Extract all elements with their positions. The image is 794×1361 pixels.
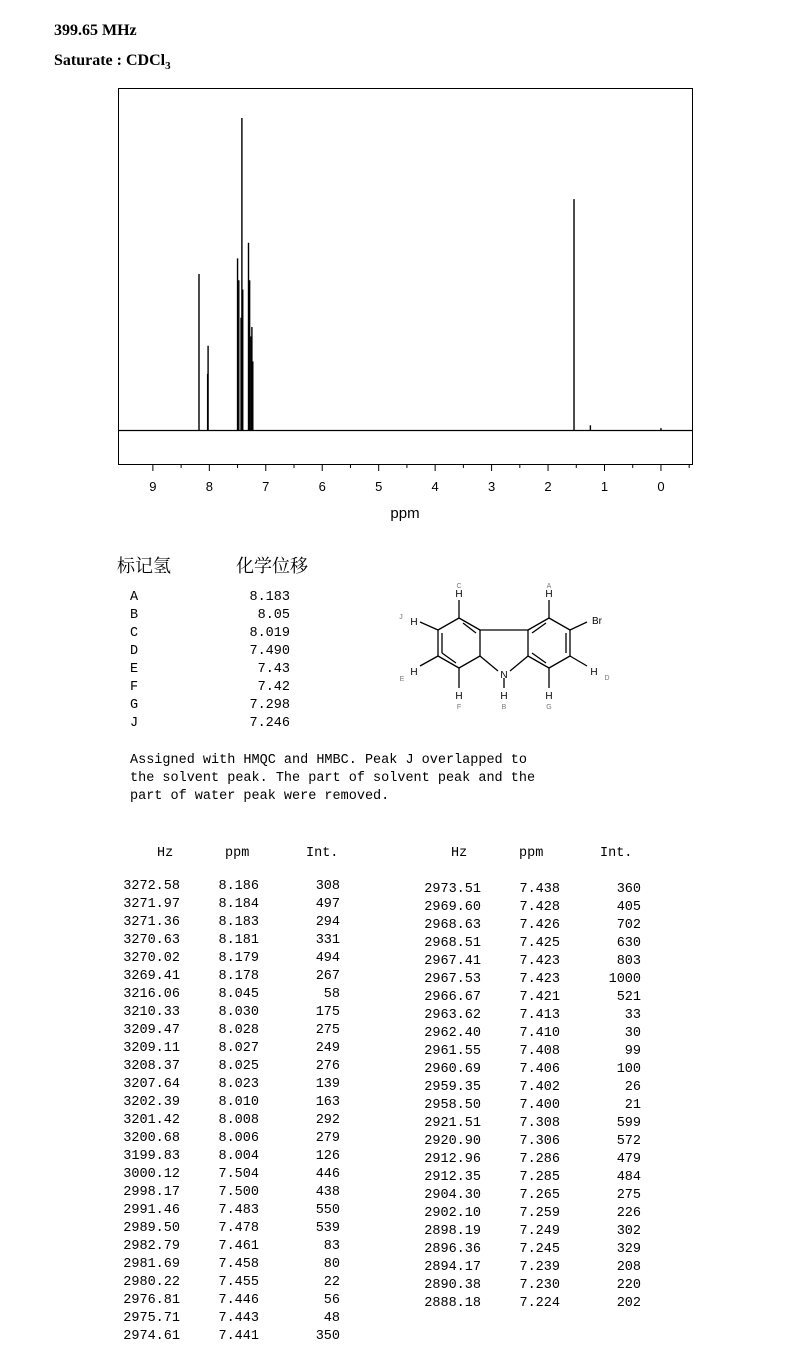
left-hz-header: Hz bbox=[157, 846, 174, 861]
peak-table-row bbox=[411, 1296, 641, 1314]
peak-table-row bbox=[411, 1278, 641, 1296]
peak-ppm: 7.259 bbox=[519, 1206, 560, 1221]
peak-hz: 2975.71 bbox=[123, 1311, 180, 1326]
peak-hz: 3199.83 bbox=[123, 1149, 180, 1164]
peak-hz: 2982.79 bbox=[123, 1239, 180, 1254]
peak-int: 539 bbox=[315, 1221, 340, 1236]
peak-ppm: 7.478 bbox=[218, 1221, 259, 1236]
peak-ppm: 7.249 bbox=[519, 1224, 560, 1239]
peak-ppm: 7.500 bbox=[218, 1185, 259, 1200]
peak-table-row bbox=[110, 1221, 340, 1239]
peak-table-row bbox=[411, 1152, 641, 1170]
assignment-row bbox=[130, 590, 300, 608]
peak-int: 139 bbox=[315, 1077, 340, 1092]
peak-table-row bbox=[110, 1041, 340, 1059]
peak-hz: 3216.06 bbox=[123, 987, 180, 1002]
peak-ppm: 7.443 bbox=[218, 1311, 259, 1326]
peak-hz: 2991.46 bbox=[123, 1203, 180, 1218]
peak-ppm: 7.461 bbox=[218, 1239, 259, 1254]
peak-hz: 2959.35 bbox=[424, 1080, 481, 1095]
peak-int: 308 bbox=[315, 879, 340, 894]
peak-ppm: 7.426 bbox=[519, 918, 560, 933]
x-tick-label: 5 bbox=[375, 479, 383, 494]
spectrometer-frequency: 399.65 MHz bbox=[54, 22, 137, 39]
peak-table-row bbox=[110, 1311, 340, 1329]
peak-ppm: 8.025 bbox=[218, 1059, 259, 1074]
peak-table-row bbox=[411, 882, 641, 900]
assignment-row bbox=[130, 608, 300, 626]
peak-int: 550 bbox=[315, 1203, 340, 1218]
peak-ppm: 7.245 bbox=[519, 1242, 560, 1257]
peak-hz: 2980.22 bbox=[123, 1275, 180, 1290]
peak-table-row bbox=[110, 915, 340, 933]
peak-int: 360 bbox=[616, 882, 641, 897]
peak-ppm: 8.186 bbox=[218, 879, 259, 894]
peak-ppm: 7.421 bbox=[519, 990, 560, 1005]
peak-hz: 3271.36 bbox=[123, 915, 180, 930]
right-ppm-header: ppm bbox=[519, 846, 544, 861]
peak-int: 175 bbox=[315, 1005, 340, 1020]
peak-int: 279 bbox=[315, 1131, 340, 1146]
solvent-subscript: 3 bbox=[165, 60, 171, 73]
peak-table-row bbox=[411, 1098, 641, 1116]
assignment-note: Assigned with HMQC and HMBC. Peak J overlapped to the solvent peak. The part of solvent peak and the part of water peak were removed. bbox=[130, 753, 536, 804]
peak-hz: 2968.63 bbox=[424, 918, 481, 933]
chemical-shift: 8.019 bbox=[249, 626, 290, 641]
left-ppm-header: ppm bbox=[225, 846, 250, 861]
peak-ppm: 7.425 bbox=[519, 936, 560, 951]
peak-ppm: 7.308 bbox=[519, 1116, 560, 1131]
peak-int: 249 bbox=[315, 1041, 340, 1056]
peak-hz: 3000.12 bbox=[123, 1167, 180, 1182]
spectrum-peaks bbox=[199, 118, 661, 430]
peak-table-row bbox=[110, 969, 340, 987]
peak-table-row bbox=[110, 1167, 340, 1185]
peak-int: 329 bbox=[616, 1242, 641, 1257]
peak-hz: 3202.39 bbox=[123, 1095, 180, 1110]
peak-int: 99 bbox=[624, 1044, 641, 1059]
peak-table-row bbox=[411, 1242, 641, 1260]
peak-ppm: 7.406 bbox=[519, 1062, 560, 1077]
x-tick-label: 7 bbox=[262, 479, 270, 494]
bromine-atom: Br bbox=[592, 616, 602, 627]
peak-hz: 3271.97 bbox=[123, 897, 180, 912]
x-axis-ticks bbox=[149, 465, 689, 494]
peak-hz: 2981.69 bbox=[123, 1257, 180, 1272]
peak-int: 405 bbox=[616, 900, 641, 915]
peak-ppm: 8.184 bbox=[218, 897, 259, 912]
peak-ppm: 8.023 bbox=[218, 1077, 259, 1092]
hydrogen-e: H bbox=[410, 667, 418, 678]
peak-hz: 2894.17 bbox=[424, 1260, 481, 1275]
x-tick-label: 8 bbox=[205, 479, 213, 494]
peak-hz: 2963.62 bbox=[424, 1008, 481, 1023]
label-e: E bbox=[399, 676, 405, 683]
assignment-header-label: 标记氢 bbox=[117, 556, 171, 577]
peak-table-row bbox=[411, 900, 641, 918]
assignment-header-shift: 化学位移 bbox=[236, 556, 308, 577]
hydrogen-d: H bbox=[590, 667, 598, 678]
peak-table-row bbox=[411, 1008, 641, 1026]
peak-table-row bbox=[110, 1005, 340, 1023]
peak-hz: 3201.42 bbox=[123, 1113, 180, 1128]
assignment-row bbox=[130, 626, 300, 644]
peak-ppm: 7.504 bbox=[218, 1167, 259, 1182]
peak-table-row bbox=[411, 1080, 641, 1098]
proton-label: D bbox=[130, 644, 139, 659]
peak-ppm: 7.239 bbox=[519, 1260, 560, 1275]
chemical-shift: 7.42 bbox=[257, 680, 290, 695]
peak-hz: 2958.50 bbox=[424, 1098, 481, 1113]
peak-int: 803 bbox=[616, 954, 641, 969]
peak-hz: 2902.10 bbox=[424, 1206, 481, 1221]
proton-label: A bbox=[130, 590, 139, 605]
peak-table-row bbox=[110, 1149, 340, 1167]
peak-hz: 3270.02 bbox=[123, 951, 180, 966]
peak-table-row bbox=[110, 951, 340, 969]
peak-table-row bbox=[110, 1023, 340, 1041]
peak-ppm: 8.010 bbox=[218, 1095, 259, 1110]
peak-hz: 3200.68 bbox=[123, 1131, 180, 1146]
peak-int: 80 bbox=[323, 1257, 340, 1272]
peak-int: 350 bbox=[315, 1329, 340, 1344]
peak-ppm: 8.006 bbox=[218, 1131, 259, 1146]
x-tick-label: 1 bbox=[600, 479, 609, 494]
peak-table-row bbox=[110, 1275, 340, 1293]
label-j: J bbox=[399, 614, 403, 621]
peak-int: 497 bbox=[315, 897, 340, 912]
label-b: B bbox=[501, 704, 507, 711]
peak-table-row bbox=[411, 1134, 641, 1152]
peak-int: 292 bbox=[315, 1113, 340, 1128]
peak-ppm: 7.483 bbox=[218, 1203, 259, 1218]
peak-int: 446 bbox=[315, 1167, 340, 1182]
peak-hz: 2961.55 bbox=[424, 1044, 481, 1059]
peak-hz: 3210.33 bbox=[123, 1005, 180, 1020]
peak-hz: 2998.17 bbox=[123, 1185, 180, 1200]
peak-ppm: 7.446 bbox=[218, 1293, 259, 1308]
chemical-shift: 7.43 bbox=[257, 662, 290, 677]
peak-ppm: 7.306 bbox=[519, 1134, 560, 1149]
chemical-shift: 8.05 bbox=[257, 608, 290, 623]
peak-int: 630 bbox=[616, 936, 641, 951]
peak-table-row bbox=[110, 987, 340, 1005]
peak-ppm: 7.441 bbox=[218, 1329, 259, 1344]
peak-table-row bbox=[110, 1131, 340, 1149]
peak-int: 56 bbox=[323, 1293, 340, 1308]
peak-hz: 2974.61 bbox=[123, 1329, 180, 1344]
assignment-row bbox=[130, 644, 300, 662]
peak-hz: 2989.50 bbox=[123, 1221, 180, 1236]
hydrogen-c: H bbox=[455, 589, 463, 600]
chemical-shift: 8.183 bbox=[249, 590, 290, 605]
peak-table-row bbox=[110, 1293, 340, 1311]
peak-hz: 2920.90 bbox=[424, 1134, 481, 1149]
peak-int: 48 bbox=[323, 1311, 340, 1326]
label-c: C bbox=[456, 583, 462, 590]
peak-int: 484 bbox=[616, 1170, 641, 1185]
peak-int: 702 bbox=[616, 918, 641, 933]
peak-table-row bbox=[110, 1203, 340, 1221]
x-tick-label: 0 bbox=[657, 479, 665, 494]
hydrogen-b: H bbox=[500, 691, 508, 702]
peak-hz: 2966.67 bbox=[424, 990, 481, 1005]
peak-ppm: 7.286 bbox=[519, 1152, 560, 1167]
peak-ppm: 7.423 bbox=[519, 954, 560, 969]
peak-ppm: 7.265 bbox=[519, 1188, 560, 1203]
nmr-spectrum-chart bbox=[0, 0, 794, 530]
peak-table-row bbox=[411, 1044, 641, 1062]
peak-int: 294 bbox=[315, 915, 340, 930]
hydrogen-a: H bbox=[545, 589, 553, 600]
peak-int: 226 bbox=[616, 1206, 641, 1221]
peak-table-row bbox=[110, 1095, 340, 1113]
peak-hz: 2896.36 bbox=[424, 1242, 481, 1257]
peak-hz: 3269.41 bbox=[123, 969, 180, 984]
x-tick-label: 3 bbox=[487, 479, 496, 494]
hydrogen-f: H bbox=[455, 691, 463, 702]
peak-int: 100 bbox=[616, 1062, 641, 1077]
x-tick-label: 6 bbox=[318, 479, 326, 494]
x-tick-label: 2 bbox=[544, 479, 552, 494]
peak-table-row bbox=[110, 1329, 340, 1347]
assignment-row bbox=[130, 698, 300, 716]
peak-ppm: 7.224 bbox=[519, 1296, 560, 1311]
molecule-structure bbox=[392, 578, 622, 718]
peak-int: 521 bbox=[616, 990, 641, 1005]
peak-int: 22 bbox=[323, 1275, 340, 1290]
peak-ppm: 8.027 bbox=[218, 1041, 259, 1056]
peak-ppm: 7.285 bbox=[519, 1170, 560, 1185]
peak-ppm: 7.428 bbox=[519, 900, 560, 915]
peak-int: 267 bbox=[315, 969, 340, 984]
peak-ppm: 7.410 bbox=[519, 1026, 560, 1041]
peak-int: 494 bbox=[315, 951, 340, 966]
peak-table-row bbox=[110, 1113, 340, 1131]
peak-int: 220 bbox=[616, 1278, 641, 1293]
solvent-text: Saturate : CDCl bbox=[54, 52, 166, 69]
peak-int: 1000 bbox=[608, 972, 641, 987]
peak-hz: 2962.40 bbox=[424, 1026, 481, 1041]
peak-ppm: 8.028 bbox=[218, 1023, 259, 1038]
peak-table-row bbox=[411, 954, 641, 972]
peak-table-row bbox=[110, 1257, 340, 1275]
peak-table-row bbox=[110, 897, 340, 915]
peak-hz: 2904.30 bbox=[424, 1188, 481, 1203]
peak-hz: 2968.51 bbox=[424, 936, 481, 951]
peak-table-row bbox=[411, 936, 641, 954]
peak-ppm: 8.183 bbox=[218, 915, 259, 930]
peak-table-row bbox=[411, 990, 641, 1008]
peak-hz: 2976.81 bbox=[123, 1293, 180, 1308]
peak-ppm: 7.402 bbox=[519, 1080, 560, 1095]
peak-hz: 2969.60 bbox=[424, 900, 481, 915]
peak-int: 83 bbox=[323, 1239, 340, 1254]
peak-ppm: 7.455 bbox=[218, 1275, 259, 1290]
peak-hz: 2973.51 bbox=[424, 882, 481, 897]
peak-table-row bbox=[411, 1170, 641, 1188]
assignment-row bbox=[130, 662, 300, 680]
peak-int: 438 bbox=[315, 1185, 340, 1200]
proton-label: J bbox=[130, 716, 139, 731]
label-d: D bbox=[604, 675, 610, 682]
hydrogen-g: H bbox=[545, 691, 553, 702]
peak-ppm: 7.438 bbox=[519, 882, 560, 897]
peak-ppm: 7.230 bbox=[519, 1278, 560, 1293]
peak-int: 33 bbox=[624, 1008, 641, 1023]
left-int-header: Int. bbox=[306, 846, 339, 861]
peak-int: 275 bbox=[315, 1023, 340, 1038]
proton-label: F bbox=[130, 680, 139, 695]
peak-int: 30 bbox=[624, 1026, 641, 1041]
peak-table-row bbox=[110, 1239, 340, 1257]
peak-hz: 3270.63 bbox=[123, 933, 180, 948]
peak-int: 202 bbox=[616, 1296, 641, 1311]
hydrogen-j: H bbox=[410, 617, 418, 628]
proton-label: G bbox=[130, 698, 139, 713]
peak-int: 479 bbox=[616, 1152, 641, 1167]
peak-int: 58 bbox=[323, 987, 340, 1002]
peak-ppm: 7.423 bbox=[519, 972, 560, 987]
peak-table-row bbox=[110, 879, 340, 897]
label-f: F bbox=[456, 704, 462, 711]
peak-table-row bbox=[411, 1062, 641, 1080]
peak-table-row bbox=[411, 1224, 641, 1242]
peak-table-row bbox=[411, 1116, 641, 1134]
peak-hz: 3207.64 bbox=[123, 1077, 180, 1092]
peak-int: 572 bbox=[616, 1134, 641, 1149]
peak-table-row bbox=[110, 1185, 340, 1203]
peak-table-row bbox=[411, 1260, 641, 1278]
peak-hz: 3272.58 bbox=[123, 879, 180, 894]
assignment-row bbox=[130, 680, 300, 698]
peak-ppm: 8.045 bbox=[218, 987, 259, 1002]
peak-table-row bbox=[110, 1059, 340, 1077]
chemical-shift: 7.298 bbox=[249, 698, 290, 713]
peak-hz: 2912.35 bbox=[424, 1170, 481, 1185]
peak-ppm: 8.004 bbox=[218, 1149, 259, 1164]
peak-int: 21 bbox=[624, 1098, 641, 1113]
peak-ppm: 8.181 bbox=[218, 933, 259, 948]
peak-hz: 3209.11 bbox=[123, 1041, 180, 1056]
peak-ppm: 7.408 bbox=[519, 1044, 560, 1059]
peak-hz: 2912.96 bbox=[424, 1152, 481, 1167]
label-a: A bbox=[546, 583, 552, 590]
label-g: G bbox=[546, 704, 552, 711]
peak-int: 26 bbox=[624, 1080, 641, 1095]
proton-label: B bbox=[130, 608, 139, 623]
right-int-header: Int. bbox=[600, 846, 633, 861]
peak-table-row bbox=[411, 1188, 641, 1206]
peak-hz: 2960.69 bbox=[424, 1062, 481, 1077]
peak-table-row bbox=[411, 918, 641, 936]
peak-hz: 2890.38 bbox=[424, 1278, 481, 1293]
peak-int: 126 bbox=[315, 1149, 340, 1164]
x-axis-label: ppm bbox=[390, 505, 420, 522]
x-tick-label: 4 bbox=[431, 479, 439, 494]
assignment-row bbox=[130, 716, 300, 734]
peak-ppm: 7.413 bbox=[519, 1008, 560, 1023]
peak-hz: 3209.47 bbox=[123, 1023, 180, 1038]
peak-int: 163 bbox=[315, 1095, 340, 1110]
right-hz-header: Hz bbox=[451, 846, 468, 861]
peak-ppm: 7.400 bbox=[519, 1098, 560, 1113]
peak-table-row bbox=[411, 1026, 641, 1044]
proton-label: C bbox=[130, 626, 139, 641]
peak-ppm: 7.458 bbox=[218, 1257, 259, 1272]
proton-label: E bbox=[130, 662, 139, 677]
peak-ppm: 8.008 bbox=[218, 1113, 259, 1128]
plot-frame bbox=[119, 89, 693, 465]
peak-hz: 2898.19 bbox=[424, 1224, 481, 1239]
peak-int: 599 bbox=[616, 1116, 641, 1131]
nitrogen-atom: N bbox=[500, 670, 508, 681]
peak-hz: 2921.51 bbox=[424, 1116, 481, 1131]
chemical-shift: 7.490 bbox=[249, 644, 290, 659]
peak-table-row bbox=[110, 1077, 340, 1095]
peak-table-row bbox=[110, 933, 340, 951]
peak-int: 302 bbox=[616, 1224, 641, 1239]
peak-ppm: 8.179 bbox=[218, 951, 259, 966]
chemical-shift: 7.246 bbox=[249, 716, 290, 731]
peak-hz: 3208.37 bbox=[123, 1059, 180, 1074]
peak-int: 275 bbox=[616, 1188, 641, 1203]
peak-ppm: 8.178 bbox=[218, 969, 259, 984]
peak-int: 208 bbox=[616, 1260, 641, 1275]
peak-table-row bbox=[411, 972, 641, 990]
peak-hz: 2888.18 bbox=[424, 1296, 481, 1311]
peak-ppm: 8.030 bbox=[218, 1005, 259, 1020]
peak-int: 331 bbox=[315, 933, 340, 948]
peak-hz: 2967.41 bbox=[424, 954, 481, 969]
peak-int: 276 bbox=[315, 1059, 340, 1074]
x-tick-label: 9 bbox=[149, 479, 157, 494]
peak-hz: 2967.53 bbox=[424, 972, 481, 987]
peak-table-row bbox=[411, 1206, 641, 1224]
